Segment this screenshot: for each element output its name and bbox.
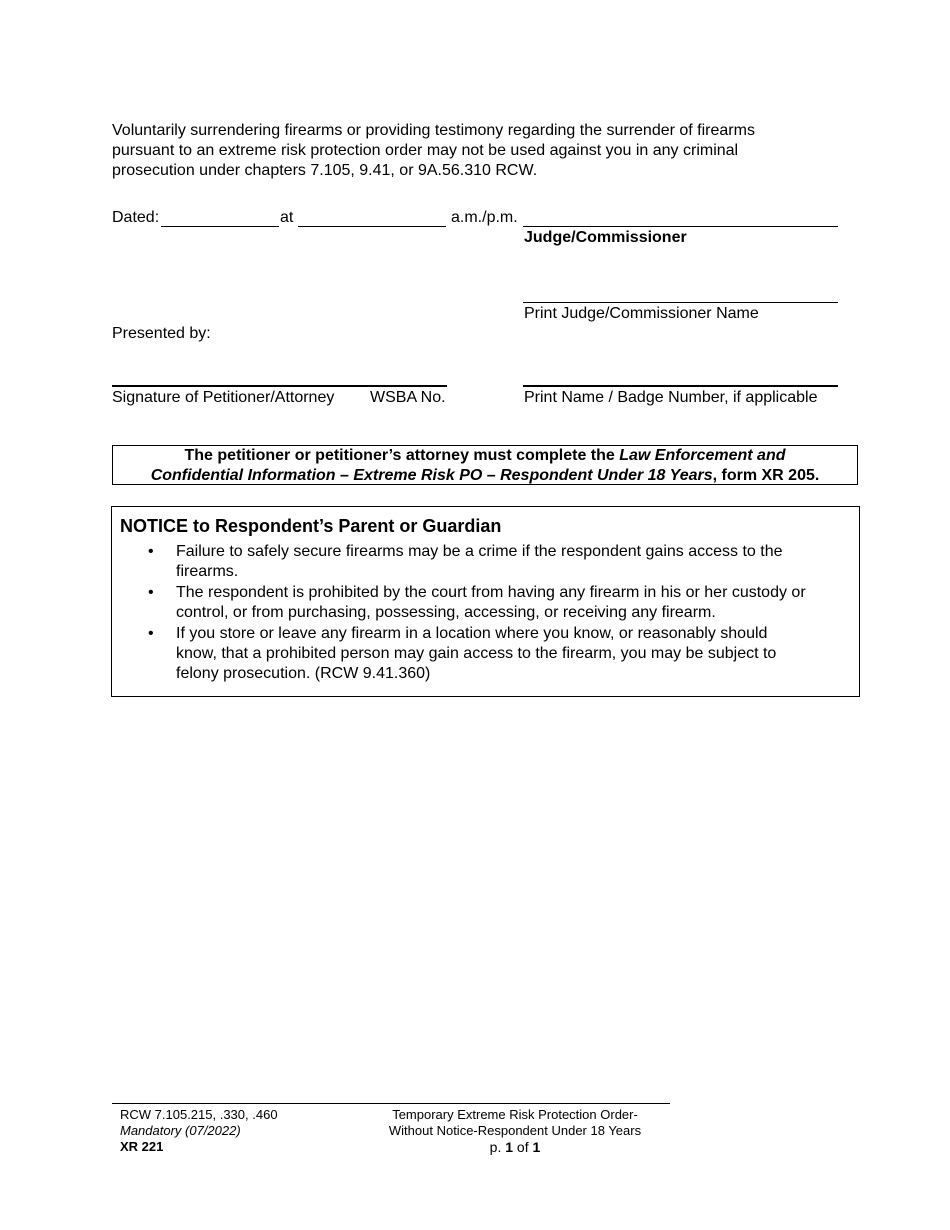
intro-line: pursuant to an extreme risk protection order may not be used against you in any criminal	[112, 142, 739, 159]
footer-mandatory: Mandatory (07/2022)	[120, 1123, 241, 1138]
at-label: at	[280, 209, 294, 226]
parent-notice-title: NOTICE to Respondent’s Parent or Guardian	[120, 516, 502, 536]
page-number: p. 1 of 1	[489, 1139, 541, 1155]
dated-label: Dated:	[112, 209, 160, 226]
list-item: • The respondent is prohibited by the court from having any firearm in his or her custody or control, or from purchasing, possessing, accessing, or receiving any firearm.	[148, 584, 806, 621]
intro-line: Voluntarily surrendering firearms or providing testimony regarding the surrender of firearms	[112, 122, 755, 139]
footer-left	[120, 1107, 278, 1155]
print-name-badge-field[interactable]	[523, 385, 838, 387]
print-name-badge-label: Print Name / Badge Number, if applicable	[524, 389, 818, 406]
completion-notice-box	[112, 445, 858, 485]
print-judge-name-field[interactable]	[523, 302, 838, 303]
print-judge-label: Print Judge/Commissioner Name	[524, 305, 759, 322]
footer-divider	[112, 1103, 670, 1104]
footer-title-line-1: Temporary Extreme Risk Protection Order-	[392, 1107, 638, 1122]
time-field[interactable]	[298, 226, 446, 227]
bullet-icon: •	[148, 584, 154, 601]
presented-by-label: Presented by:	[112, 325, 211, 342]
footer-center	[355, 1107, 675, 1156]
petitioner-signature-field[interactable]	[112, 385, 447, 387]
dated-field[interactable]	[161, 226, 279, 227]
wsba-label: WSBA No.	[370, 389, 446, 406]
list-item: • Failure to safely secure firearms may be a crime if the respondent gains access to the firearms.	[148, 543, 783, 580]
list-item: • If you store or leave any firearm in a location where you know, or reasonably should know, that a prohibited person may gain access to the firearm, you may be subject to felony prosecution. (RCW 9.41.360)	[148, 625, 777, 682]
bullet-icon: •	[148, 543, 154, 560]
completion-notice-line-1: The petitioner or petitioner’s attorney must complete the Law Enforcement and	[184, 447, 786, 464]
intro-paragraph	[112, 121, 852, 181]
bullet-icon: •	[148, 625, 154, 642]
judge-label: Judge/Commissioner	[524, 229, 687, 246]
footer-title-line-2: Without Notice-Respondent Under 18 Years	[388, 1123, 642, 1138]
footer-rcw: RCW 7.105.215, .330, .460	[120, 1107, 278, 1122]
petitioner-signature-label: Signature of Petitioner/Attorney	[112, 389, 335, 406]
judge-signature-field[interactable]	[523, 226, 838, 227]
intro-line: prosecution under chapters 7.105, 9.41, or 9A.56.310 RCW.	[112, 162, 538, 179]
footer-form-id: XR 221	[120, 1139, 164, 1154]
parent-notice-box	[111, 506, 860, 697]
completion-notice-line-2: Confidential Information – Extreme Risk PO – Respondent Under 18 Years, form XR 205.	[150, 467, 820, 484]
parent-notice-bullets	[112, 542, 857, 685]
ampm-label: a.m./p.m.	[451, 209, 518, 226]
